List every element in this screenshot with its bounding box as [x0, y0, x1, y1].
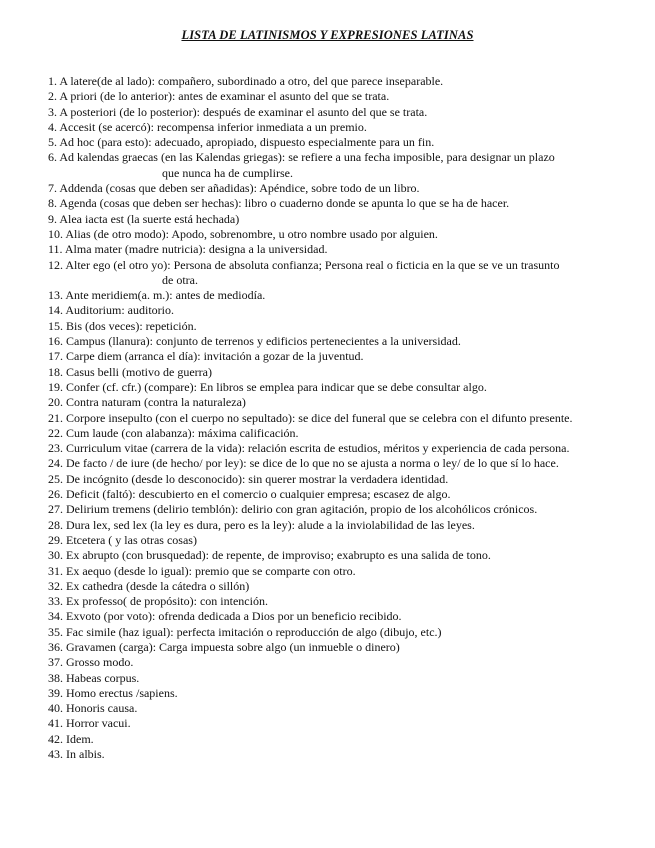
- list-item: [48, 716, 613, 731]
- list-item-text: 33. Ex professo( de propósito): con intención.: [48, 594, 268, 609]
- list-item-text: 35. Fac simile (haz igual): perfecta imitación o reproducción de algo (dibujo, etc.): [48, 624, 442, 639]
- list-item: [48, 303, 613, 318]
- list-item-text: 28. Dura lex, sed lex (la ley es dura, pero es la ley): alude a la inviolabilidad de las leyes.: [48, 517, 475, 532]
- list-item: [48, 594, 613, 609]
- list-item-text: 2. A priori (de lo anterior): antes de examinar el asunto del que se trata.: [48, 89, 390, 104]
- list-item: [48, 120, 613, 135]
- list-item-text: 21. Corpore insepulto (con el cuerpo no sepultado): se dice del funeral que se celebra con el difunto presente.: [48, 410, 573, 425]
- list-item-text: 43. In albis.: [48, 747, 105, 762]
- list-item: [48, 487, 613, 502]
- list-item: [48, 701, 613, 716]
- list-item: [48, 380, 613, 395]
- list-item: [48, 135, 613, 150]
- list-item-text: 8. Agenda (cosas que deben ser hechas): libro o cuaderno donde se apunta lo que se ha de hacer.: [48, 196, 510, 211]
- list-item-text: 5. Ad hoc (para esto): adecuado, apropiado, dispuesto especialmente para un fin.: [48, 135, 435, 150]
- list-item: [48, 212, 613, 227]
- list-item: [48, 548, 613, 563]
- list-item-text: 39. Homo erectus /sapiens.: [48, 685, 178, 700]
- list-item: [48, 686, 613, 701]
- list-item: [48, 671, 613, 686]
- list-item: [48, 181, 613, 196]
- list-item-text: 37. Grosso modo.: [48, 655, 134, 670]
- list-item: [48, 150, 613, 181]
- list-item: [48, 365, 613, 380]
- list-item: [48, 258, 613, 289]
- list-item-text: 22. Cum laude (con alabanza): máxima calificación.: [48, 425, 299, 440]
- list-item-text: 12. Alter ego (el otro yo): Persona de absoluta confianza; Persona real o ficticia en la que se ve un trasunto: [48, 257, 560, 272]
- list-item: [48, 426, 613, 441]
- list-item-text: 32. Ex cathedra (desde la cátedra o sillón): [48, 578, 250, 593]
- list-item: [48, 564, 613, 579]
- list-item: [48, 89, 613, 104]
- list-item-text: 3. A posteriori (de lo posterior): después de examinar el asunto del que se trata.: [48, 104, 428, 119]
- list-item-text: 10. Alias (de otro modo): Apodo, sobrenombre, u otro nombre usado por alguien.: [48, 226, 438, 241]
- list-item: [48, 74, 613, 89]
- list-item-text: 34. Exvoto (por voto): ofrenda dedicada a Dios por un beneficio recibido.: [48, 609, 402, 624]
- list-item: [48, 349, 613, 364]
- list-item: [48, 747, 613, 762]
- list-item-text: 30. Ex abrupto (con brusquedad): de repente, de improviso; exabrupto es una salida de tono.: [48, 548, 491, 563]
- list-item-text: 13. Ante meridiem(a. m.): antes de mediodía.: [48, 288, 266, 303]
- list-item-text: 1. A latere(de al lado): compañero, subordinado a otro, del que parece inseparable.: [48, 74, 444, 88]
- list-item-text: 9. Alea iacta est (la suerte está hechada): [48, 211, 240, 226]
- latinisms-list: [48, 74, 613, 762]
- list-item-text: 11. Alma mater (madre nutricia): designa a la universidad.: [48, 242, 328, 257]
- list-item: [48, 640, 613, 655]
- list-item-text: 20. Contra naturam (contra la naturaleza): [48, 395, 246, 410]
- list-item-text: 41. Horror vacui.: [48, 716, 131, 731]
- list-item: [48, 518, 613, 533]
- list-item-text: 27. Delirium tremens (delirio temblón): delirio con gran agitación, propio de los alcohólicos crónicos.: [48, 502, 538, 517]
- list-item: [48, 625, 613, 640]
- list-item: [48, 334, 613, 349]
- list-item-text: 4. Accesit (se acercó): recompensa inferior inmediata a un premio.: [48, 119, 367, 134]
- list-item: [48, 655, 613, 670]
- list-item-text: 42. Idem.: [48, 731, 94, 746]
- list-item: [48, 105, 613, 120]
- list-item: [48, 456, 613, 471]
- list-item: [48, 227, 613, 242]
- list-item-text: 7. Addenda (cosas que deben ser añadidas): Apéndice, sobre todo de un libro.: [48, 181, 420, 196]
- list-item: [48, 411, 613, 426]
- list-item-text: 40. Honoris causa.: [48, 701, 138, 716]
- list-item: [48, 609, 613, 624]
- list-item-text: 17. Carpe diem (arranca el día): invitación a gozar de la juventud.: [48, 349, 364, 364]
- list-item-text: 38. Habeas corpus.: [48, 670, 140, 685]
- document-title: LISTA DE LATINISMOS Y EXPRESIONES LATINAS: [181, 28, 474, 42]
- list-item-text: 19. Confer (cf. cfr.) (compare): En libros se emplea para indicar que se debe consultar algo.: [48, 379, 487, 394]
- list-item: [48, 196, 613, 211]
- list-item-text: 26. Deficit (faltó): descubierto en el comercio o cualquier empresa; escasez de algo.: [48, 487, 451, 502]
- list-item: [48, 579, 613, 594]
- list-item-text: 6. Ad kalendas graecas (en las Kalendas griegas): se refiere a una fecha imposible, para designar un plazo: [48, 150, 555, 165]
- list-item: [48, 395, 613, 410]
- list-item-text: 36. Gravamen (carga): Carga impuesta sobre algo (un inmueble o dinero): [48, 639, 400, 654]
- list-item-text: 24. De facto / de iure (de hecho/ por ley): se dice de lo que no se ajusta a norma o ley/ de lo que sí lo hace.: [48, 456, 559, 471]
- list-item: [48, 732, 613, 747]
- list-item: [48, 441, 613, 456]
- list-item-text: 15. Bis (dos veces): repetición.: [48, 318, 197, 333]
- list-item-text: 18. Casus belli (motivo de guerra): [48, 364, 212, 379]
- list-item-text: 14. Auditorium: auditorio.: [48, 303, 174, 318]
- list-item-text: 29. Etcetera ( y las otras cosas): [48, 532, 197, 547]
- list-item-text: 16. Campus (llanura): conjunto de terrenos y edificios pertenecientes a la universidad.: [48, 334, 461, 349]
- list-item: [48, 288, 613, 303]
- list-item-continuation: de otra.: [162, 272, 198, 287]
- list-item-continuation: que nunca ha de cumplirse.: [162, 165, 293, 180]
- list-item: [48, 533, 613, 548]
- list-item-text: 23. Curriculum vitae (carrera de la vida): relación escrita de estudios, méritos y experiencia de cada persona.: [48, 441, 570, 456]
- list-item: [48, 319, 613, 334]
- list-item: [48, 242, 613, 257]
- list-item: [48, 472, 613, 487]
- list-item-text: 31. Ex aequo (desde lo igual): premio que se comparte con otro.: [48, 563, 356, 578]
- list-item-text: 25. De incógnito (desde lo desconocido): sin querer mostrar la verdadera identidad.: [48, 471, 449, 486]
- list-item: [48, 502, 613, 517]
